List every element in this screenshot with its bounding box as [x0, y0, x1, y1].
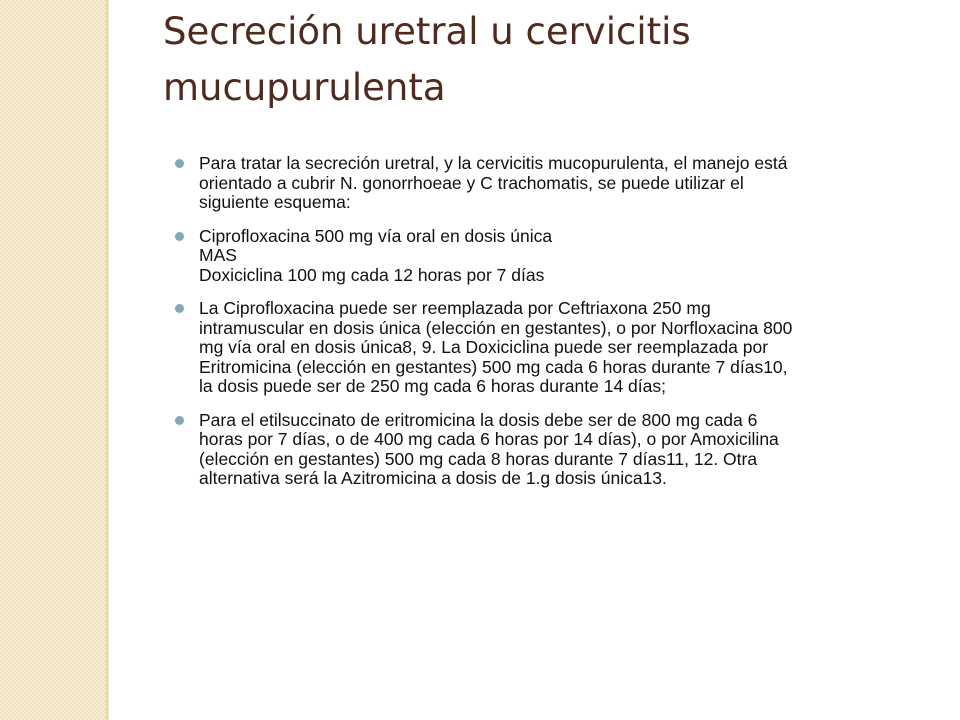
bullet-text-line: orientado a cubrir N. gonorrhoeae y C trachomatis, se puede utilizar el [199, 172, 744, 193]
decorative-side-band [0, 0, 106, 720]
bullet-list [175, 154, 935, 503]
bullet-text-line: la dosis puede ser de 250 mg cada 6 horas durante 14 días; [199, 376, 666, 396]
bullet-item [175, 227, 935, 286]
bullet-text-line: Para el etilsuccinato de eritromicina la dosis debe ser de 800 mg cada 6 [199, 409, 758, 430]
bullet-text-line: horas por 7 días, o de 400 mg cada 6 horas por 14 días), o por Amoxicilina [199, 429, 779, 449]
bullet-text-line: Doxiciclina 100 mg cada 12 horas por 7 días [199, 264, 545, 285]
bullet-text-line: Para tratar la secreción uretral, y la cervicitis mucopurulenta, el manejo está [199, 153, 788, 173]
bullet-text-line: Eritromicina (elección en gestantes) 500 mg cada 6 horas durante 7 días10, [199, 356, 788, 377]
bullet-dot-icon [175, 416, 184, 425]
bullet-dot-icon [175, 159, 184, 168]
bullet-text-line: alternativa será la Azitromicina a dosis de 1.g dosis única13. [199, 468, 667, 488]
slide-title-line-2: mucupurulenta [163, 66, 446, 109]
side-band-edge [106, 0, 109, 720]
bullet-text-line: MAS [199, 245, 237, 265]
bullet-text-line: (elección en gestantes) 500 mg cada 8 horas durante 7 días11, 12. Otra [199, 448, 758, 469]
bullet-text-line: Ciprofloxacina 500 mg vía oral en dosis única [199, 225, 553, 246]
bullet-item [175, 411, 935, 489]
bullet-text-line: intramuscular en dosis única (elección en gestantes), o por Norfloxacina 800 [199, 317, 793, 338]
bullet-item [175, 299, 935, 397]
bullet-dot-icon [175, 232, 184, 241]
bullet-dot-icon [175, 304, 184, 313]
slide-title [163, 4, 923, 116]
bullet-text-line: siguiente esquema: [199, 192, 351, 212]
bullet-text-line: La Ciprofloxacina puede ser reemplazada por Ceftriaxona 250 mg [199, 298, 711, 318]
bullet-item [175, 154, 935, 213]
slide-title-line-1: Secreción uretral u cervicitis [163, 10, 691, 53]
bullet-text-line: mg vía oral en dosis única8, 9. La Doxiciclina puede ser reemplazada por [199, 337, 769, 357]
